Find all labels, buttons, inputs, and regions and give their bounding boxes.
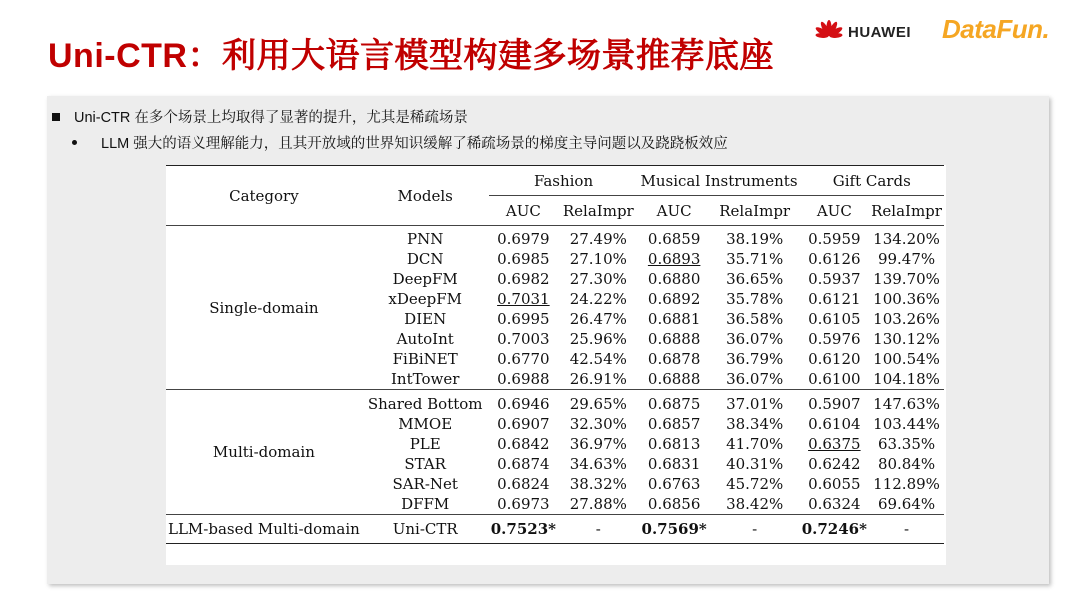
relaimpr-cell: 38.42%	[726, 495, 784, 513]
auc-cell: 0.5907	[800, 390, 870, 415]
auc-cell: 0.7003	[497, 330, 550, 348]
results-table-card	[166, 165, 946, 565]
auc-cell: 0.6055	[808, 475, 861, 493]
category-cell: Single-domain	[166, 226, 362, 390]
datafun-wordmark: DataFun.	[942, 14, 1050, 44]
relaimpr-cell: 130.12%	[873, 330, 940, 348]
relaimpr-cell: 34.63%	[569, 455, 627, 473]
relaimpr-cell: 25.96%	[569, 330, 627, 348]
relaimpr-cell: 99.47%	[877, 250, 936, 268]
relaimpr-cell: 35.78%	[726, 290, 784, 308]
table-body	[166, 226, 944, 544]
relaimpr-cell: 103.26%	[873, 310, 940, 328]
auc-cell: 0.6979	[489, 226, 559, 250]
model-cell: SAR-Net	[392, 475, 458, 493]
relaimpr-cell: 45.72%	[726, 475, 784, 493]
relaimpr-cell: 27.49%	[558, 226, 638, 250]
bullet-sub	[72, 132, 728, 153]
relaimpr-cell: 36.58%	[726, 310, 784, 328]
auc-cell: 0.6907	[497, 415, 550, 433]
relaimpr-cell: 35.71%	[726, 250, 784, 268]
relaimpr-cell: 134.20%	[869, 226, 944, 250]
auc-cell: 0.5937	[808, 270, 861, 288]
model-cell: IntTower	[391, 370, 460, 388]
relaimpr-cell: -	[869, 515, 944, 544]
relaimpr-cell: 26.91%	[569, 370, 627, 388]
relaimpr-cell: 103.44%	[873, 415, 940, 433]
model-cell: xDeepFM	[388, 290, 462, 308]
relaimpr-cell: 24.22%	[569, 290, 627, 308]
header-domain: Gift Cards	[800, 166, 944, 196]
auc-cell: 0.6770	[497, 350, 550, 368]
results-table	[166, 165, 944, 544]
relaimpr-cell: 112.89%	[873, 475, 940, 493]
datafun-logo	[942, 14, 1049, 45]
header-category: Category	[166, 166, 362, 226]
auc-cell: 0.7246*	[800, 515, 870, 544]
bullet-main-text: Uni-CTR 在多个场景上均取得了显著的提升，尤其是稀疏场景	[74, 110, 468, 126]
model-cell: Uni-CTR	[362, 515, 489, 544]
model-cell: DeepFM	[392, 270, 458, 288]
auc-cell: 0.6813	[647, 435, 701, 453]
relaimpr-cell: 104.18%	[873, 370, 940, 388]
relaimpr-cell: 40.31%	[726, 455, 784, 473]
auc-cell: 0.6878	[647, 350, 701, 368]
model-cell: DCN	[406, 250, 444, 268]
auc-cell: 0.6892	[647, 290, 701, 308]
auc-cell: 0.6856	[647, 495, 701, 513]
relaimpr-cell: 63.35%	[877, 435, 936, 453]
relaimpr-cell: -	[710, 515, 800, 544]
subheader-auc: AUC	[816, 201, 852, 220]
auc-cell: 0.6120	[808, 350, 861, 368]
auc-cell: 0.6324	[808, 495, 861, 513]
header-domain: Musical Instruments	[638, 166, 799, 196]
auc-cell: 0.6880	[647, 270, 701, 288]
relaimpr-cell: 36.65%	[726, 270, 784, 288]
relaimpr-cell: 139.70%	[873, 270, 940, 288]
auc-cell: 0.6121	[808, 290, 861, 308]
auc-cell: 0.5976	[808, 330, 861, 348]
model-cell: Shared Bottom	[362, 390, 489, 415]
relaimpr-cell: 36.79%	[726, 350, 784, 368]
page-title: Uni-CTR：利用大语言模型构建多场景推荐底座	[48, 37, 774, 75]
subheader-auc: AUC	[656, 201, 692, 220]
auc-cell: 0.6242	[808, 455, 861, 473]
relaimpr-cell: 38.19%	[710, 226, 800, 250]
square-bullet-icon	[52, 113, 60, 121]
auc-cell: 0.6100	[808, 370, 861, 388]
auc-cell: 0.6888	[647, 330, 701, 348]
subheader-relaimpr: RelaImpr	[871, 201, 942, 220]
auc-cell: 0.6982	[497, 270, 550, 288]
subheader-auc: AUC	[505, 201, 541, 220]
auc-cell: 0.5959	[800, 226, 870, 250]
auc-cell: 0.6831	[647, 455, 701, 473]
model-cell: MMOE	[398, 415, 453, 433]
relaimpr-cell: 42.54%	[569, 350, 627, 368]
model-cell: AutoInt	[396, 330, 454, 348]
category-cell: LLM-based Multi-domain	[166, 515, 362, 544]
auc-cell: 0.6995	[497, 310, 550, 328]
dot-bullet-icon	[72, 140, 77, 145]
relaimpr-cell: 27.88%	[569, 495, 627, 513]
relaimpr-cell: 37.01%	[710, 390, 800, 415]
subheader-relaimpr: RelaImpr	[562, 201, 634, 220]
model-cell: PNN	[362, 226, 489, 250]
relaimpr-cell: 41.70%	[726, 435, 784, 453]
bullet-sub-text: LLM 强大的语义理解能力，且其开放域的世界知识缓解了稀疏场景的梯度主导问题以及跷跷板效应	[101, 136, 728, 152]
auc-cell: 0.6763	[647, 475, 701, 493]
header-domain: Fashion	[489, 166, 639, 196]
subheader-relaimpr: RelaImpr	[719, 201, 791, 220]
model-cell: DFFM	[401, 495, 450, 513]
auc-cell: 0.6126	[808, 250, 861, 268]
auc-cell: 0.6375	[808, 435, 861, 453]
bullet-main	[52, 106, 468, 127]
relaimpr-cell: -	[558, 515, 638, 544]
auc-cell: 0.6874	[497, 455, 550, 473]
auc-cell: 0.6875	[638, 390, 709, 415]
table-row	[166, 515, 944, 544]
relaimpr-cell: 100.54%	[873, 350, 940, 368]
huawei-flower-icon	[814, 20, 844, 44]
relaimpr-cell: 38.32%	[569, 475, 627, 493]
model-cell: FiBiNET	[392, 350, 458, 368]
auc-cell: 0.6105	[808, 310, 861, 328]
auc-cell: 0.6881	[647, 310, 701, 328]
relaimpr-cell: 147.63%	[869, 390, 944, 415]
huawei-logo	[814, 20, 911, 44]
relaimpr-cell: 69.64%	[877, 495, 936, 513]
relaimpr-cell: 36.97%	[569, 435, 627, 453]
auc-cell: 0.6988	[497, 370, 550, 388]
auc-cell: 0.6946	[489, 390, 559, 415]
auc-cell: 0.7031	[497, 290, 550, 308]
auc-cell: 0.6859	[638, 226, 709, 250]
relaimpr-cell: 36.07%	[726, 370, 784, 388]
auc-cell: 0.6985	[497, 250, 550, 268]
table-header-row	[166, 166, 944, 196]
relaimpr-cell: 27.10%	[569, 250, 627, 268]
relaimpr-cell: 26.47%	[569, 310, 627, 328]
relaimpr-cell: 27.30%	[569, 270, 627, 288]
auc-cell: 0.6888	[647, 370, 701, 388]
relaimpr-cell: 32.30%	[569, 415, 627, 433]
auc-cell: 0.6857	[647, 415, 701, 433]
huawei-wordmark: HUAWEI	[848, 23, 911, 41]
relaimpr-cell: 100.36%	[873, 290, 940, 308]
auc-cell: 0.6973	[497, 495, 550, 513]
relaimpr-cell: 36.07%	[726, 330, 784, 348]
relaimpr-cell: 80.84%	[877, 455, 936, 473]
table-row	[166, 390, 944, 415]
header-models: Models	[362, 166, 489, 226]
relaimpr-cell: 29.65%	[558, 390, 638, 415]
relaimpr-cell: 38.34%	[726, 415, 784, 433]
auc-cell: 0.7523*	[489, 515, 559, 544]
category-cell: Multi-domain	[166, 390, 362, 515]
model-cell: PLE	[409, 435, 441, 453]
auc-cell: 0.7569*	[638, 515, 709, 544]
auc-cell: 0.6893	[647, 250, 701, 268]
auc-cell: 0.6842	[497, 435, 550, 453]
model-cell: STAR	[404, 455, 446, 473]
auc-cell: 0.6104	[808, 415, 861, 433]
table-row	[166, 226, 944, 250]
model-cell: DIEN	[404, 310, 447, 328]
auc-cell: 0.6824	[497, 475, 550, 493]
